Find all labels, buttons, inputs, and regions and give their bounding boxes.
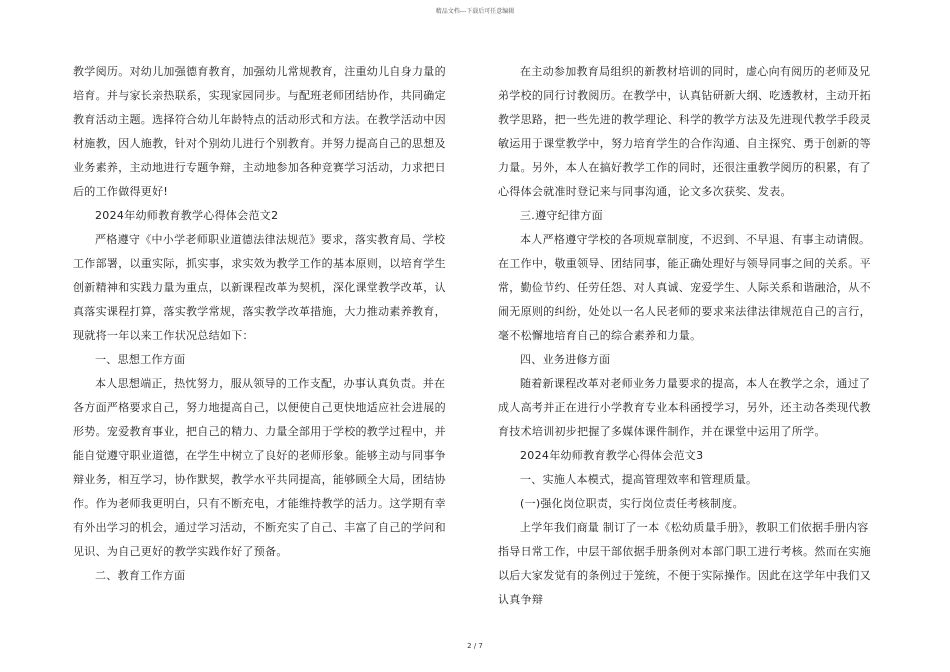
paragraph: 严格遵守《中小学老师职业道德法律法规范》要求，落实教育局、学校工作部署，以重实际，抓实事，求实效为教学工作的基本原则，以培育学生创新精神和实践力量为重点，以新课程改革为契机，深化课堂教学改革，认真落实课程打算，落实教学常规，落实教学改革措施，大力推动素养教育，现就将一年以来工作状况总结如下：: [73, 233, 446, 342]
section-heading: 四、业务进修方面: [520, 353, 611, 366]
paragraph: 教学阅历。对幼儿加强德育教育，加强幼儿常规教育，注重幼儿自身力量的培育。并与家长亲热联系，实现家园同步。与配班老师团结协作，共同确定教育活动主题。选择符合幼儿年龄特点的活动形式和方法。在教学活动中因材施教，因人施教，针对个别幼儿进行个别教育。并努力提高自己的思想及业务素养，主动地进行专题争辩，主动地参加各种竞赛学习活动，力求把日后的工作做得更好!: [73, 65, 446, 198]
page-header: 精品文档---下载后可任意编辑: [435, 8, 515, 15]
left-column: [73, 60, 453, 588]
section-heading: 2024年幼师教育教学心得体会范文3: [520, 449, 704, 462]
section-heading: 二、教育工作方面: [95, 569, 186, 582]
paragraph: 本人严格遵守学校的各项规章制度，不迟到、不早退、有事主动请假。在工作中，敬重领导、团结同事，能正确处理好与领导同事之间的关系。平常，勤俭节约、任劳任怨、对人真诚、宠爱学生、人际关系和谐融洽，从不闹无原则的纠纷，处处以一名人民老师的要求来法律法律规范自己的言行，毫不松懈地培育自己的综合素养和力量。: [498, 233, 871, 342]
section-heading: 三.遵守纪律方面: [520, 209, 603, 222]
paragraph: 随着新课程改革对老师业务力量要求的提高，本人在教学之余，通过了成人高考并正在进行小学教育专业本科函授学习，另外，还主动各类现代教育技术培训初步把握了多媒体课件制作，并在课堂中运用了所学。: [498, 377, 871, 438]
section-heading: (一)强化岗位职责，实行岗位责任考核制度。: [520, 497, 744, 510]
paragraph: 在主动参加教育局组织的新教材培训的同时，虚心向有阅历的老师及兄弟学校的同行讨教阅历。在教学中，认真钻研新大纲、吃透教材，主动开拓教学思路，把一些先进的教学理论、科学的教学方法及先进现代教学手段灵敏运用于课堂教学中，努力培育学生的合作沟通、自主探究、勇于创新的等力量。另外，本人在搞好教学工作的同时，还很注重教学阅历的积累，有了心得体会就准时登记来与同事沟通，论文多次获奖、发表。: [498, 65, 871, 198]
section-heading: 一、实施人本模式，提高管理效率和管理质量。: [520, 473, 758, 486]
section-heading: 2024年幼师教育教学心得体会范文2: [95, 209, 279, 222]
right-column: [498, 60, 878, 612]
page-number: 2 / 7: [467, 642, 483, 650]
section-heading: 一、思想工作方面: [95, 353, 186, 366]
paragraph: 本人思想端正，热忱努力，服从领导的工作支配，办事认真负责。并在各方面严格要求自己，努力地提高自己，以便使自己更快地适应社会进展的形势。宠爱教育事业，把自己的精力、力量全部用于学校的教学过程中，并能自觉遵守职业道德，在学生中树立了良好的老师形象。能够主动与同事争辩业务，相互学习，协作默契，教学水平共同提高，能够顾全大局，团结协作。作为老师我更明白，只有不断充电，才能维持教学的活力。这学期有幸有外出学习的机会，通过学习活动，不断充实了自己、丰富了自己的学问和见识、为自己更好的教学实践作好了预备。: [73, 377, 446, 558]
paragraph: 上学年我们商量 制订了一本《松幼质量手册》，教职工们依据手册内容指导日常工作，中层干部依据手册条例对本部门职工进行考核。然而在实施以后大家发觉有的条例过于笼统，不便于实际操作。因此在这学年中我们又认真争辩: [498, 521, 871, 606]
